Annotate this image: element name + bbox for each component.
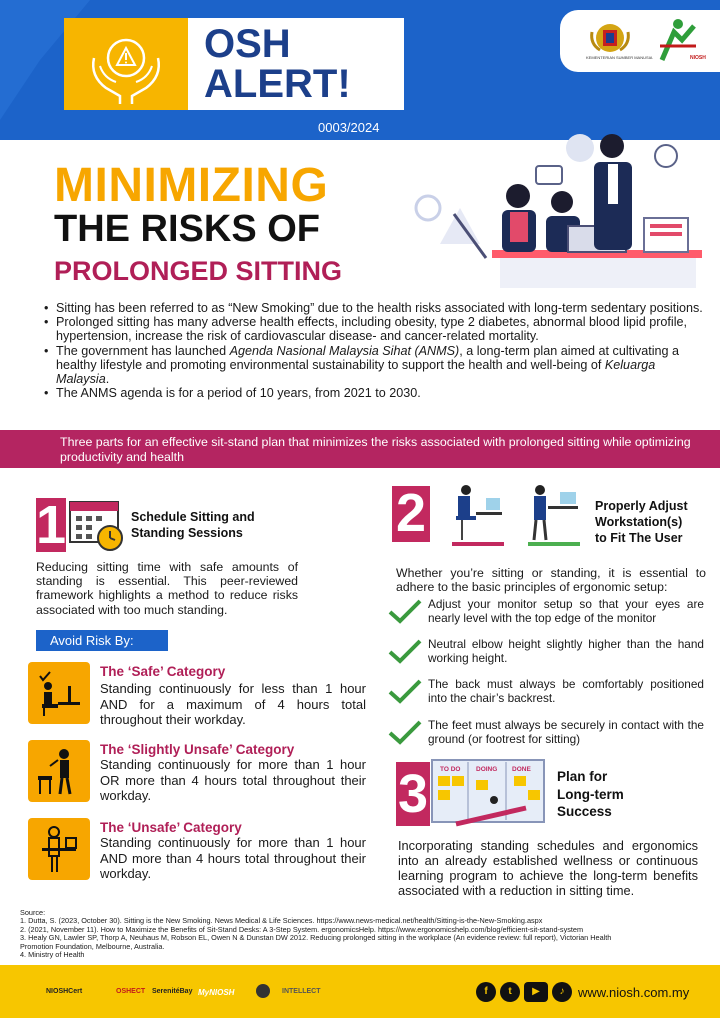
- title-line-2: THE RISKS OF: [54, 208, 321, 250]
- footer-logo-myniosh[interactable]: MyNIOSH: [198, 988, 235, 997]
- board-done-label: DONE: [512, 766, 531, 773]
- ergonomic-check-item: The feet must always be securely in contact with the ground (or footrest for sitting): [388, 719, 704, 749]
- avoid-risk-label: Avoid Risk By:: [36, 630, 168, 651]
- workstation-sit-stand-icon: [436, 480, 590, 556]
- part-3-number: 3: [397, 764, 429, 824]
- ergonomic-check-item: Neutral elbow height slightly higher than the hand working height.: [388, 638, 704, 668]
- checkmark-icon: [388, 638, 422, 664]
- twitter-icon[interactable]: t: [500, 982, 520, 1002]
- intro-bullet: • The ANMS agenda is for a period of 10 years, from 2021 to 2030.: [44, 386, 710, 400]
- safe-sitting-icon: [28, 662, 90, 724]
- unsafe-standing-desk-icon: [28, 818, 90, 880]
- part-3-title: Plan for Long-term Success: [557, 769, 624, 819]
- website-link[interactable]: www.niosh.com.my: [578, 985, 690, 1000]
- category-title: The ‘Safe’ Category: [100, 664, 226, 679]
- board-todo-label: TO DO: [440, 766, 461, 773]
- intro-bullet: • Sitting has been referred to as “New Smoking” due to the health risks associated with long-term sedentary positions.: [44, 301, 710, 315]
- ergonomic-check-item: Adjust your monitor setup so that your eyes are nearly level with the top edge of the monitor: [388, 598, 704, 628]
- category-text: Standing continuously for more than 1 hour AND more than 4 hours total throughout their workday.: [100, 835, 366, 881]
- part-3-text: Incorporating standing schedules and ergonomics into an already established wellness or continuous learning program to achieve the long-term benefits associated with a reduction in sitting time.: [398, 838, 698, 898]
- category-text: Standing continuously for more than 1 hour OR more than 4 hours total throughout their workday.: [100, 757, 366, 803]
- footer-emblem-icon: [256, 984, 270, 998]
- alert-title: OSH ALERT!: [204, 22, 351, 106]
- niosh-logo-text: NIOSH: [690, 55, 706, 61]
- part-1-title: Schedule Sitting and Standing Sessions: [131, 510, 255, 540]
- footer-logo-serenitebay[interactable]: SerenitéBay: [152, 988, 193, 995]
- part-2-intro: Whether you’re sitting or standing, it is essential to adhere to the basic principles of ergonomic setup:: [396, 566, 706, 595]
- youtube-icon[interactable]: ▶: [524, 982, 548, 1002]
- intro-bullet: • The government has launched Agenda Nasional Malaysia Sihat (ANMS), a long-term plan aimed at cultivating a healthy lifestyle and promoting environmental sustainability to support the health and well-being of Keluarga Malaysia.: [44, 344, 710, 387]
- office-workers-illustration: [400, 118, 710, 290]
- tiktok-icon[interactable]: ♪: [552, 982, 572, 1002]
- board-doing-label: DOING: [476, 766, 498, 773]
- title-line-1: MINIMIZING: [54, 159, 329, 212]
- sources-list: Source: 1. Dutta, S. (2023, October 30). Sitting is the New Smoking. News Medical & Life Sciences. https://www.news-medical.net/health/Sitting-is-the-New-Smoking.aspx 2. (2021, November 11). How to Maximize the Benefits of Sit-Stand Desks: A 3-Step System. ergonomicsHelp. https://www.ergonomicshelp.com/blog/efficient-sit-stand-system 3. Healy GN, Lawler SP, Thorp A, Neuhaus M, Robson EL, Owen N & Dunstan DW 2012. Reducing prolonged sitting in the workplace (An evidence review: full report), Victorian Health Promotion Foundation, Melbourne, Australia. 4. Ministry of Health: [20, 908, 612, 960]
- checkmark-icon: [388, 678, 422, 704]
- intro-bullet-list: [44, 301, 710, 400]
- checkmark-icon: [388, 719, 422, 745]
- part-1-text: Reducing sitting time with safe amounts of standing is essential. This peer-reviewed framework highlights a method to reduce risks associated with too much standing.: [36, 560, 298, 617]
- category-title: The ‘Slightly Unsafe’ Category: [100, 742, 295, 757]
- alert-hands-icon: [64, 18, 188, 110]
- ministry-caption: KEMENTERIAN SUMBER MANUSIA: [586, 55, 653, 60]
- footer-logo-nioshcert[interactable]: NIOSHCert: [46, 988, 83, 995]
- calendar-clock-icon: [68, 498, 124, 552]
- reference-number: 0003/2024: [318, 120, 380, 135]
- intro-bullet: • Prolonged sitting has many adverse health effects, including obesity, type 2 diabetes, abnormal blood lipid profile, hypertension, increase the risk of cardiovascular disease- and cancer-related mortality.: [44, 315, 710, 343]
- logo-panel: [560, 10, 720, 72]
- ergonomic-check-item: The back must always be comfortably positioned into the chair’s backrest.: [388, 678, 704, 708]
- category-title: The ‘Unsafe’ Category: [100, 820, 242, 835]
- footer-logo-intellect[interactable]: INTELLECT: [282, 988, 321, 995]
- title-line-3: PROLONGED SITTING: [54, 256, 343, 286]
- section-band-text: Three parts for an effective sit-stand plan that minimizes the risks associated with prolonged sitting while optimizing productivity and health: [60, 435, 691, 464]
- part-2-number: 2: [392, 486, 430, 542]
- footer-logo-oshect[interactable]: OSHECT: [116, 988, 146, 995]
- checkmark-icon: [388, 598, 422, 624]
- part-1-number: 1: [36, 495, 67, 555]
- part-2-title: Properly Adjust Workstation(s) to Fit The User: [595, 499, 688, 545]
- slightly-unsafe-standing-icon: [28, 740, 90, 802]
- facebook-icon[interactable]: f: [476, 982, 496, 1002]
- category-text: Standing continuously for less than 1 hour AND for a maximum of 4 hours total throughout their workday.: [100, 681, 366, 727]
